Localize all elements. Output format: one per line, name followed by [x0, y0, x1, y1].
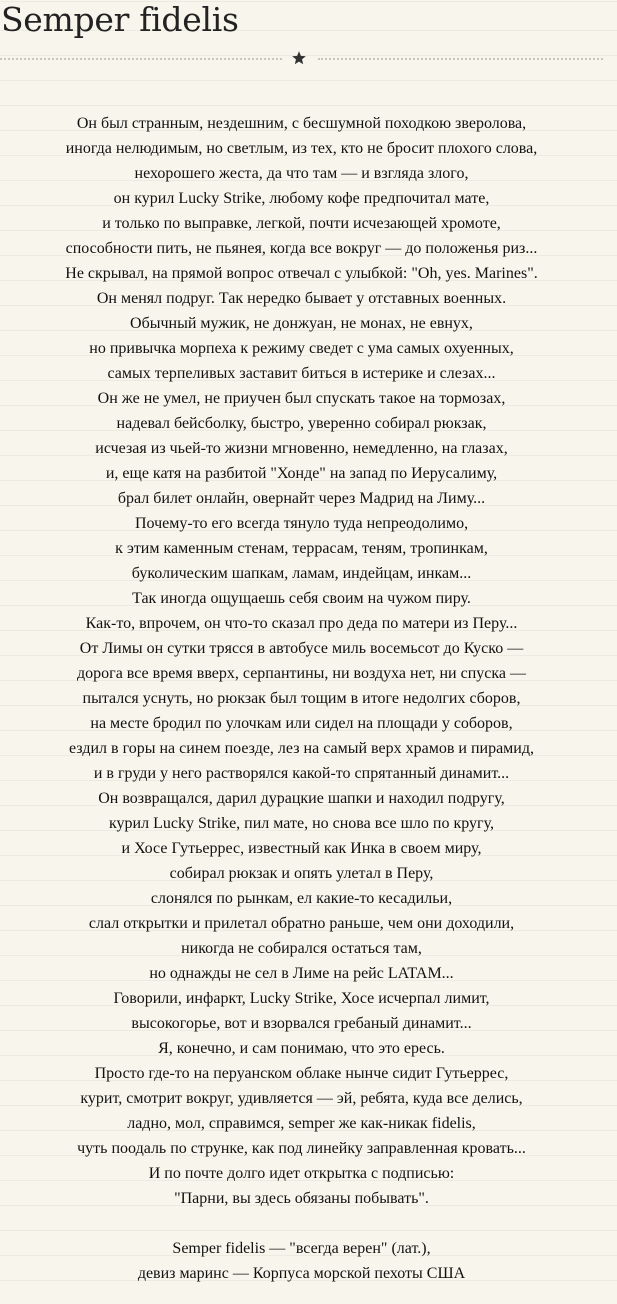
poem-line: и только по выправке, легкой, почти исчезающей хромоте,	[102, 215, 501, 232]
poem-line: Обычный мужик, не донжуан, не монах, не евнух,	[130, 315, 473, 332]
poem-line: Говорили, инфаркт, Lucky Strike, Хосе исчерпал лимит,	[113, 990, 490, 1007]
stanza-gap	[0, 1211, 603, 1236]
footnote-line: девиз маринс — Корпуса морской пехоты США	[137, 1265, 466, 1282]
poem-line: Почему-то его всегда тянуло туда непреодолимо,	[134, 515, 469, 532]
poem-line: От Лимы он сутки трясся в автобусе миль восемьсот до Куско —	[79, 640, 524, 657]
poem-line: собирал рюкзак и опять улетал в Перу,	[169, 865, 434, 882]
poem-line: слонялся по рынкам, ел какие-то кесадильи,	[150, 890, 453, 907]
poem-line: но привычка морпеха к режиму сведет с ума самых охуенных,	[89, 340, 514, 357]
poem-line: ладно, мол, справимся, semper же как-никак fidelis,	[127, 1115, 476, 1132]
poem-line: чуть поодаль по струнке, как под линейку заправленная кровать...	[77, 1140, 526, 1157]
poem-line: брал билет онлайн, овернайт через Мадрид на Лиму...	[117, 490, 486, 507]
poem-line: "Парни, вы здесь обязаны побывать".	[174, 1190, 429, 1207]
star-icon	[291, 50, 307, 66]
poem-body	[0, 111, 603, 1286]
poem-line: И по почте долго идет открытка с подписью:	[148, 1165, 455, 1182]
poem-line: нехорошего жеста, да что там — и взгляда злого,	[134, 165, 469, 182]
poem-line: надевал бейсболку, быстро, уверенно собирал рюкзак,	[116, 415, 487, 432]
poem-line: слал открытки и прилетал обратно раньше, чем они доходили,	[88, 915, 515, 932]
poem-line: Он менял подруг. Так нередко бывает у отставных военных.	[96, 290, 507, 307]
poem-line: буколическим шапкам, ламам, индейцам, инкам...	[131, 565, 472, 582]
poem-line: курит, смотрит вокруг, удивляется — эй, ребята, куда все делись,	[80, 1090, 523, 1107]
poem-line: пытался уснуть, но рюкзак был тощим в итоге недолгих сборов,	[82, 690, 521, 707]
poem-line: курил Lucky Strike, пил мате, но снова все шло по кругу,	[108, 815, 494, 832]
poem-line: способности пить, не пьянея, когда все вокруг — до положенья риз...	[65, 240, 538, 257]
page-title: Semper fidelis	[1, 0, 239, 39]
poem-line: Просто где-то на перуанском облаке нынче сидит Гутьеррес,	[94, 1065, 509, 1082]
poem-line: высокогорье, вот и взорвался гребаный динамит...	[131, 1015, 472, 1032]
poem-line: ездил в горы на синем поезде, лез на самый верх храмов и пирамид,	[69, 740, 534, 757]
poem-line: он курил Lucky Strike, любому кофе предпочитал мате,	[113, 190, 490, 207]
poem-line: дорога все время вверх, серпантины, ни воздуха нет, ни спуска —	[76, 665, 527, 682]
poem-line: и, еще катя на разбитой "Хонде" на запад по Иерусалиму,	[105, 465, 498, 482]
poem-line: и Хосе Гутьеррес, известный как Инка в своем миру,	[121, 840, 482, 857]
footnote-line: Semper fidelis — "всегда верен" (лат.),	[172, 1240, 431, 1257]
poem-line: исчезая из чьей-то жизни мгновенно, немедленно, на глазах,	[95, 440, 508, 457]
poem-line: Я, конечно, и сам понимаю, что это ересь.	[158, 1040, 445, 1057]
title-divider	[0, 50, 603, 68]
poem-line: никогда не собирался остаться там,	[181, 940, 422, 957]
poem-line: самых терпеливых заставит биться в истерике и слезах...	[107, 365, 496, 382]
divider-rule-right	[318, 58, 603, 60]
poem-line: Как-то, впрочем, он что-то сказал про деда по матери из Перу...	[85, 615, 518, 632]
poem-line: Он возвращался, дарил дурацкие шапки и находил подругу,	[98, 790, 505, 807]
poem-line: Так иногда ощущаешь себя своим на чужом пиру.	[132, 590, 471, 607]
poem-line: Он же не умел, не приучен был спускать такое на тормозах,	[97, 390, 506, 407]
divider-rule-left	[0, 58, 282, 60]
poem-line: и в груди у него растворялся какой-то спрятанный динамит...	[93, 765, 510, 782]
poem-line: Не скрывал, на прямой вопрос отвечал с улыбкой: "Oh, yes. Marines".	[65, 265, 538, 282]
poem-line: Он был странным, нездешним, с бесшумной походкою зверолова,	[76, 115, 527, 132]
poem-line: но однажды не сел в Лиме на рейс LATAM...	[149, 965, 454, 982]
poem-line: иногда нелюдимым, но светлым, из тех, кто не бросит плохого слова,	[65, 140, 538, 157]
poem-line: к этим каменным стенам, террасам, теням, тропинкам,	[115, 540, 488, 557]
poem-line: на месте бродил по улочкам или сидел на площади у соборов,	[90, 715, 513, 732]
